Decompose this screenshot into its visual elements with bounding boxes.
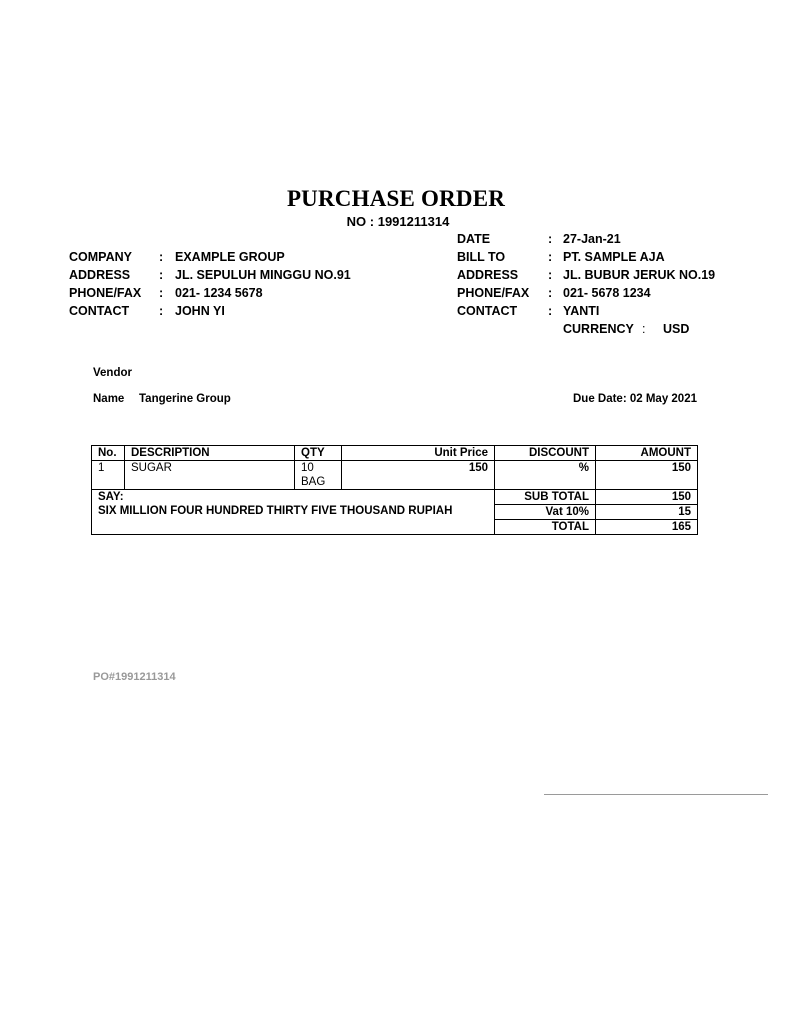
- currency-label: CURRENCY: [563, 322, 634, 336]
- bill-contact-label: CONTACT: [457, 304, 518, 318]
- phone-value: 021- 1234 5678: [175, 286, 263, 300]
- separator: :: [548, 286, 553, 300]
- col-header-no: No.: [92, 446, 125, 461]
- vendor-name-value: Tangerine Group: [139, 393, 231, 405]
- col-header-unit-price: Unit Price: [342, 446, 495, 461]
- address-value: JL. SEPULUH MINGGU NO.91: [175, 268, 351, 282]
- col-header-qty: QTY: [295, 446, 342, 461]
- separator: :: [548, 250, 553, 264]
- date-row: [457, 230, 717, 248]
- bill-to-label: BILL TO: [457, 250, 506, 264]
- currency-value: USD: [663, 322, 690, 336]
- date-label: DATE: [457, 232, 491, 246]
- bill-contact-row: [457, 302, 717, 320]
- company-value: EXAMPLE GROUP: [175, 250, 285, 264]
- bill-phone-row: [457, 284, 717, 302]
- vendor-name-label: Name: [93, 393, 125, 405]
- col-header-amount: AMOUNT: [596, 446, 698, 461]
- vat-label: Vat 10%: [495, 505, 596, 520]
- contact-value: JOHN YI: [175, 304, 225, 318]
- currency-row: [457, 320, 717, 338]
- table-row: [92, 461, 698, 490]
- subtotal-label: SUB TOTAL: [495, 490, 596, 505]
- items-table: [91, 445, 698, 535]
- address-label: ADDRESS: [69, 268, 131, 282]
- bill-address-row: [457, 266, 717, 284]
- due-date: Due Date: 02 May 2021: [572, 393, 697, 405]
- contact-label: CONTACT: [69, 304, 130, 318]
- subtotal-row: [92, 490, 698, 505]
- separator: :: [548, 268, 553, 282]
- qty-unit: BAG: [301, 476, 326, 488]
- cell-no: 1: [92, 461, 125, 490]
- cell-description: SUGAR: [125, 461, 295, 490]
- qty-value: 10: [301, 462, 314, 474]
- say-label: SAY:: [98, 491, 124, 503]
- cell-amount: 150: [596, 461, 698, 490]
- bill-to-row: [457, 248, 717, 266]
- cell-discount: %: [495, 461, 596, 490]
- bill-phone-value: 021- 5678 1234: [563, 286, 651, 300]
- bill-info: [457, 230, 717, 338]
- col-header-description: DESCRIPTION: [125, 446, 295, 461]
- separator: :: [159, 304, 164, 318]
- col-header-discount: DISCOUNT: [495, 446, 596, 461]
- vat-value: 15: [596, 505, 698, 520]
- date-value: 27-Jan-21: [563, 232, 621, 246]
- say-text: SIX MILLION FOUR HUNDRED THIRTY FIVE THOUSAND RUPIAH: [98, 505, 453, 517]
- footer-po-code: PO#1991211314: [93, 671, 176, 683]
- table-header-row: [92, 446, 698, 461]
- bill-to-value: PT. SAMPLE AJA: [563, 250, 665, 264]
- bill-address-value: JL. BUBUR JERUK NO.19: [563, 268, 716, 282]
- separator: :: [159, 286, 164, 300]
- cell-qty: [295, 461, 342, 490]
- total-value: 165: [596, 520, 698, 535]
- separator: :: [548, 232, 553, 246]
- signature-line: [544, 794, 768, 795]
- company-label: COMPANY: [69, 250, 132, 264]
- subtotal-value: 150: [596, 490, 698, 505]
- vendor-heading: Vendor: [93, 367, 132, 379]
- bill-address-label: ADDRESS: [457, 268, 519, 282]
- phone-label: PHONE/FAX: [69, 286, 142, 300]
- cell-unit-price: 150: [342, 461, 495, 490]
- po-number: NO : 1991211314: [346, 214, 450, 229]
- separator: :: [159, 250, 164, 264]
- total-label: TOTAL: [495, 520, 596, 535]
- separator: :: [642, 322, 646, 336]
- separator: :: [548, 304, 553, 318]
- bill-contact-value: YANTI: [563, 304, 600, 318]
- bill-phone-label: PHONE/FAX: [457, 286, 530, 300]
- separator: :: [159, 268, 164, 282]
- say-cell: [92, 490, 495, 535]
- document-title: PURCHASE ORDER: [286, 186, 506, 211]
